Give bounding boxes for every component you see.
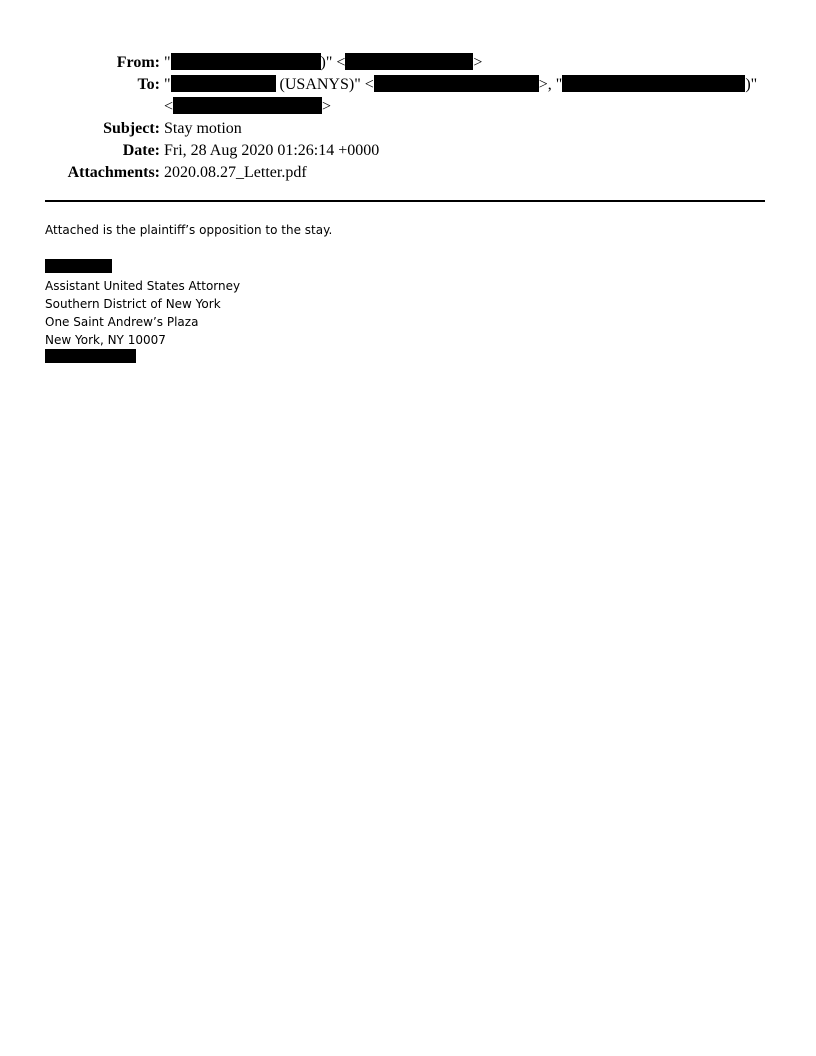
redacted-from-name (171, 53, 321, 70)
from-value (164, 52, 482, 74)
to-row-continued (0, 96, 816, 118)
redacted-to-address-1 (374, 75, 539, 92)
from-name-close: )" < (320, 54, 346, 71)
to-name-suffix: (USANYS)" < (275, 76, 374, 93)
to-row (0, 74, 816, 96)
date-value: Fri, 28 Aug 2020 01:26:14 +0000 (164, 142, 380, 159)
to-label: To: (137, 76, 160, 93)
message-text: Attached is the plaintiff’s opposition to the stay. (45, 223, 333, 237)
redacted-signature-name (45, 259, 112, 273)
to-line2-open: < (164, 98, 174, 115)
subject-label: Subject: (103, 120, 160, 137)
redacted-from-address (345, 53, 473, 70)
header-divider (45, 200, 765, 202)
to-open-quote: " (164, 76, 171, 93)
from-label: From: (116, 54, 160, 71)
date-row (0, 140, 816, 162)
to-value-line2 (164, 96, 331, 118)
redacted-to-name-1 (171, 75, 276, 92)
signature-office: Southern District of New York (45, 297, 221, 311)
email-body (45, 221, 765, 367)
subject-value: Stay motion (164, 120, 242, 137)
redacted-signature-contact (45, 349, 136, 363)
from-row (0, 52, 816, 74)
to-line2-close: > (322, 98, 332, 115)
signature-address-line2: New York, NY 10007 (45, 333, 166, 347)
attachments-row (0, 162, 816, 184)
attachments-label: Attachments: (67, 164, 160, 181)
from-open-quote: " (164, 54, 171, 71)
signature-address-line1: One Saint Andrew’s Plaza (45, 315, 199, 329)
to-between: >, " (538, 76, 563, 93)
redacted-to-name-2 (562, 75, 745, 92)
to-value (164, 74, 757, 96)
email-header (0, 52, 816, 184)
subject-row (0, 118, 816, 140)
to-name2-close: )" (745, 76, 758, 93)
date-label: Date: (122, 142, 160, 159)
attachment-filename: 2020.08.27_Letter.pdf (164, 164, 307, 181)
signature-title: Assistant United States Attorney (45, 279, 241, 293)
redacted-to-address-2 (173, 97, 322, 114)
from-addr-close: > (473, 54, 483, 71)
